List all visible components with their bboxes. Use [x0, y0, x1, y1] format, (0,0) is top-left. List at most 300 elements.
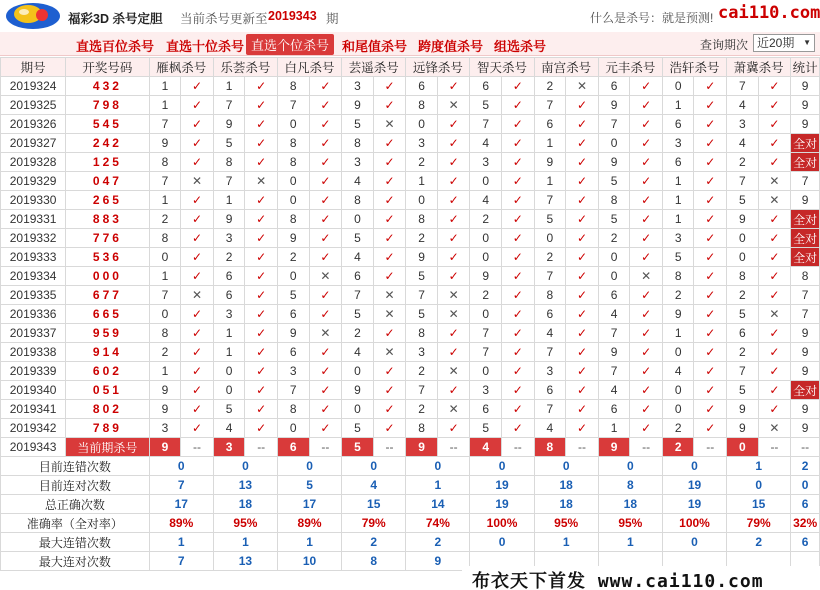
check-icon: ✓	[758, 153, 791, 172]
check-icon: ✓	[502, 172, 535, 191]
summary-value: 18	[534, 476, 598, 495]
table-row	[1, 77, 820, 96]
check-icon: ✓	[181, 324, 214, 343]
kill-number-cell: 5	[277, 286, 309, 305]
period-select[interactable]	[753, 34, 815, 52]
kill-number-cell: 1	[598, 419, 630, 438]
check-icon: ✓	[694, 134, 727, 153]
check-icon: ✓	[437, 248, 470, 267]
kill-number-cell: 5	[213, 134, 245, 153]
draw-number-cell: 000	[66, 267, 150, 286]
footer-banner	[462, 566, 820, 590]
stat-cell: 9	[791, 343, 820, 362]
table-row	[1, 267, 820, 286]
kill-number-cell: 1	[149, 267, 181, 286]
kill-number-cell: 2	[149, 210, 181, 229]
table-row	[1, 153, 820, 172]
kill-number-cell: 4	[598, 381, 630, 400]
draw-number-cell: 432	[66, 77, 150, 96]
check-icon: ✓	[694, 362, 727, 381]
nav-tab-5[interactable]: 组选杀号	[494, 39, 547, 54]
check-icon: ✓	[502, 381, 535, 400]
summary-value: 4	[342, 476, 406, 495]
kill-number-cell: 5	[470, 96, 502, 115]
summary-value: 10	[277, 552, 341, 571]
check-icon: ✓	[758, 77, 791, 96]
kill-number-cell: 6	[534, 381, 566, 400]
kill-number-cell: 3	[149, 419, 181, 438]
stat-cell: 9	[791, 419, 820, 438]
summary-value: 0	[149, 457, 213, 476]
cross-icon: ✕	[245, 172, 278, 191]
summary-value: 5	[277, 476, 341, 495]
period-cell: 2019326	[1, 115, 66, 134]
kill-number-cell: 0	[342, 362, 374, 381]
check-icon: ✓	[245, 419, 278, 438]
summary-value: 0	[277, 457, 341, 476]
kill-number-cell: 1	[662, 172, 694, 191]
nav-tab-0[interactable]: 直选百位杀号	[76, 39, 155, 54]
check-icon: ✓	[502, 96, 535, 115]
kill-number-cell: 8	[406, 324, 438, 343]
kill-number-cell: 8	[534, 286, 566, 305]
kill-number-cell: 2	[598, 229, 630, 248]
summary-value: 79%	[342, 514, 406, 533]
kill-number-cell: 2	[406, 400, 438, 419]
kill-number-cell: 7	[727, 362, 759, 381]
check-icon: ✓	[694, 343, 727, 362]
check-icon: ✓	[694, 400, 727, 419]
kill-number-cell: 5	[727, 381, 759, 400]
check-icon: ✓	[437, 172, 470, 191]
nav-tab-4[interactable]: 跨度值杀号	[418, 39, 484, 54]
kill-number-cell: 8	[406, 96, 438, 115]
check-icon: ✓	[245, 324, 278, 343]
cross-icon: ✕	[437, 400, 470, 419]
kill-number-cell: 6	[534, 305, 566, 324]
check-icon: ✓	[758, 229, 791, 248]
check-icon: ✓	[309, 419, 342, 438]
kill-number-cell: 9	[149, 381, 181, 400]
kill-number-cell: 8	[277, 134, 309, 153]
site-name: 福彩3D 杀号定胆	[68, 12, 163, 26]
kill-number-cell: 6	[406, 77, 438, 96]
kill-number-cell: 0	[662, 400, 694, 419]
check-icon: ✓	[309, 191, 342, 210]
summary-value: 1	[149, 533, 213, 552]
kill-number-cell: 0	[534, 229, 566, 248]
summary-value: 32%	[791, 514, 820, 533]
period-cell: 2019331	[1, 210, 66, 229]
kill-number-cell: 0	[277, 419, 309, 438]
check-icon: ✓	[181, 229, 214, 248]
kill-number-cell: 4	[534, 324, 566, 343]
summary-value: 2	[342, 533, 406, 552]
kill-number-cell: 8	[406, 419, 438, 438]
check-icon: ✓	[758, 134, 791, 153]
check-icon: ✓	[309, 77, 342, 96]
kill-number-cell: 9	[534, 153, 566, 172]
summary-row	[1, 476, 820, 495]
kill-number-cell: 8	[342, 191, 374, 210]
period-cell: 2019335	[1, 286, 66, 305]
column-header: 期号	[1, 58, 66, 77]
kill-number-cell: 9	[149, 400, 181, 419]
kill-number-cell: 9	[406, 248, 438, 267]
kill-number-cell: 5	[662, 248, 694, 267]
check-icon: ✓	[694, 286, 727, 305]
current-kill-number: 9	[598, 438, 630, 457]
check-icon: ✓	[309, 134, 342, 153]
check-icon: ✓	[437, 153, 470, 172]
kill-number-cell: 8	[149, 153, 181, 172]
check-icon: ✓	[245, 134, 278, 153]
kill-number-cell: 8	[277, 400, 309, 419]
check-icon: ✓	[694, 248, 727, 267]
kill-number-cell: 8	[149, 229, 181, 248]
table-row	[1, 400, 820, 419]
kill-number-cell: 0	[213, 381, 245, 400]
current-kill-number: 2	[662, 438, 694, 457]
check-icon: ✓	[373, 191, 406, 210]
kill-number-cell: 6	[727, 324, 759, 343]
check-icon: ✓	[758, 267, 791, 286]
summary-value: 74%	[406, 514, 470, 533]
summary-value: 0	[470, 457, 534, 476]
period-cell: 2019333	[1, 248, 66, 267]
kill-number-cell: 1	[149, 362, 181, 381]
draw-number-cell: 883	[66, 210, 150, 229]
kill-number-cell: 0	[277, 172, 309, 191]
check-icon: ✓	[181, 191, 214, 210]
check-icon: ✓	[694, 381, 727, 400]
cross-icon: ✕	[181, 172, 214, 191]
check-icon: ✓	[309, 343, 342, 362]
kill-number-cell: 0	[277, 115, 309, 134]
check-icon: ✓	[566, 381, 599, 400]
check-icon: ✓	[502, 362, 535, 381]
kill-number-cell: 9	[598, 96, 630, 115]
check-icon: ✓	[566, 286, 599, 305]
kill-number-cell: 1	[662, 210, 694, 229]
kill-number-cell: 7	[534, 267, 566, 286]
check-icon: ✓	[502, 229, 535, 248]
kill-number-cell: 1	[662, 191, 694, 210]
current-kill-number: 9	[149, 438, 181, 457]
kill-number-cell: 7	[534, 96, 566, 115]
check-icon: ✓	[502, 210, 535, 229]
check-icon: ✓	[630, 191, 663, 210]
kill-number-cell: 1	[213, 77, 245, 96]
cross-icon: ✕	[373, 286, 406, 305]
kill-number-cell: 7	[534, 191, 566, 210]
check-icon: ✓	[630, 286, 663, 305]
pending-mark: --	[694, 438, 727, 457]
check-icon: ✓	[373, 77, 406, 96]
kill-number-cell: 4	[470, 191, 502, 210]
summary-value: 8	[342, 552, 406, 571]
check-icon: ✓	[694, 210, 727, 229]
update-label: 当前杀号更新至	[180, 12, 268, 26]
period-cell: 2019338	[1, 343, 66, 362]
table-row	[1, 343, 820, 362]
kill-number-cell: 8	[277, 77, 309, 96]
summary-value: 0	[727, 476, 791, 495]
check-icon: ✓	[373, 153, 406, 172]
summary-label: 最大连错次数	[1, 533, 150, 552]
check-icon: ✓	[566, 96, 599, 115]
nav-bar	[0, 32, 820, 56]
all-correct-badge: 全对	[791, 210, 820, 229]
table-row	[1, 248, 820, 267]
check-icon: ✓	[373, 229, 406, 248]
column-header: 智天杀号	[470, 58, 534, 77]
column-header: 开奖号码	[66, 58, 150, 77]
summary-value: 18	[598, 495, 662, 514]
kill-number-cell: 3	[342, 153, 374, 172]
draw-number-cell: 665	[66, 305, 150, 324]
current-kill-number: 0	[727, 438, 759, 457]
check-icon: ✓	[181, 96, 214, 115]
check-icon: ✓	[437, 267, 470, 286]
kill-number-cell: 0	[662, 343, 694, 362]
check-icon: ✓	[437, 324, 470, 343]
check-icon: ✓	[566, 134, 599, 153]
kill-number-cell: 4	[342, 172, 374, 191]
kill-number-cell: 7	[727, 172, 759, 191]
check-icon: ✓	[245, 343, 278, 362]
kill-number-cell: 1	[662, 324, 694, 343]
check-icon: ✓	[245, 191, 278, 210]
kill-number-cell: 6	[213, 286, 245, 305]
check-icon: ✓	[502, 324, 535, 343]
draw-number-cell: 914	[66, 343, 150, 362]
check-icon: ✓	[566, 248, 599, 267]
check-icon: ✓	[373, 324, 406, 343]
kill-number-cell: 9	[342, 96, 374, 115]
summary-value: 15	[727, 495, 791, 514]
check-icon: ✓	[309, 248, 342, 267]
period-cell: 2019336	[1, 305, 66, 324]
footer-text: 布衣天下首发 www.cai110.com	[472, 571, 764, 590]
cross-icon: ✕	[566, 77, 599, 96]
kill-number-cell: 0	[598, 248, 630, 267]
check-icon: ✓	[181, 134, 214, 153]
summary-value: 0	[662, 533, 726, 552]
kill-number-cell: 5	[534, 210, 566, 229]
kill-number-cell: 0	[213, 362, 245, 381]
stat-cell: 9	[791, 191, 820, 210]
summary-value: 1	[277, 533, 341, 552]
draw-number-cell: 536	[66, 248, 150, 267]
summary-value: 0	[406, 457, 470, 476]
kill-number-cell: 2	[727, 286, 759, 305]
check-icon: ✓	[566, 191, 599, 210]
update-suffix: 期	[326, 12, 339, 26]
check-icon: ✓	[437, 210, 470, 229]
current-kill-number: 9	[406, 438, 438, 457]
kill-number-cell: 2	[406, 153, 438, 172]
summary-value: 1	[598, 533, 662, 552]
check-icon: ✓	[630, 210, 663, 229]
column-header: 萧冀杀号	[727, 58, 791, 77]
period-label: 查询期次	[700, 38, 749, 52]
kill-number-cell: 2	[662, 419, 694, 438]
kill-number-cell: 1	[149, 96, 181, 115]
check-icon: ✓	[758, 381, 791, 400]
table-row	[1, 115, 820, 134]
pending-mark: --	[502, 438, 535, 457]
what-is-kill-link[interactable]: 什么是杀号：就是预测!	[590, 11, 714, 25]
kill-number-cell: 0	[470, 229, 502, 248]
check-icon: ✓	[437, 343, 470, 362]
kill-number-cell: 0	[277, 191, 309, 210]
kill-number-cell: 2	[406, 362, 438, 381]
draw-number-cell: 776	[66, 229, 150, 248]
check-icon: ✓	[437, 134, 470, 153]
kill-number-cell: 8	[149, 324, 181, 343]
check-icon: ✓	[373, 400, 406, 419]
summary-value: 89%	[277, 514, 341, 533]
summary-value: 19	[470, 495, 534, 514]
check-icon: ✓	[245, 229, 278, 248]
kill-number-cell: 9	[727, 400, 759, 419]
kill-number-cell: 6	[470, 77, 502, 96]
check-icon: ✓	[437, 115, 470, 134]
cross-icon: ✕	[758, 419, 791, 438]
kill-number-cell: 7	[470, 343, 502, 362]
check-icon: ✓	[694, 229, 727, 248]
stat-cell: 8	[791, 267, 820, 286]
check-icon: ✓	[694, 96, 727, 115]
table-row	[1, 210, 820, 229]
check-icon: ✓	[502, 248, 535, 267]
period-cell: 2019324	[1, 77, 66, 96]
summary-value: 13	[213, 476, 277, 495]
kill-number-cell: 6	[277, 343, 309, 362]
kill-number-cell: 7	[149, 115, 181, 134]
cross-icon: ✕	[758, 305, 791, 324]
kill-number-cell: 9	[727, 419, 759, 438]
column-header: 统计	[791, 58, 820, 77]
check-icon: ✓	[373, 134, 406, 153]
pending-mark: --	[437, 438, 470, 457]
kill-number-cell: 6	[598, 77, 630, 96]
check-icon: ✓	[758, 286, 791, 305]
all-correct-badge: 全对	[791, 248, 820, 267]
stat-cell: 9	[791, 400, 820, 419]
nav-tab-3[interactable]: 和尾值杀号	[342, 39, 408, 54]
check-icon: ✓	[309, 286, 342, 305]
cross-icon: ✕	[373, 343, 406, 362]
table-row	[1, 362, 820, 381]
column-header: 浩轩杀号	[662, 58, 726, 77]
check-icon: ✓	[758, 343, 791, 362]
kill-number-cell: 9	[727, 210, 759, 229]
nav-tab-1[interactable]: 直选十位杀号	[166, 39, 245, 54]
kill-number-cell: 2	[470, 210, 502, 229]
check-icon: ✓	[630, 343, 663, 362]
check-icon: ✓	[245, 115, 278, 134]
kill-number-cell: 3	[470, 381, 502, 400]
check-icon: ✓	[245, 362, 278, 381]
logo-icon	[4, 1, 62, 31]
check-icon: ✓	[309, 362, 342, 381]
kill-number-cell: 7	[277, 96, 309, 115]
kill-number-cell: 2	[727, 153, 759, 172]
kill-number-cell: 2	[470, 286, 502, 305]
current-kill-number: 4	[470, 438, 502, 457]
summary-value: 95%	[534, 514, 598, 533]
kill-number-cell: 3	[406, 343, 438, 362]
kill-number-cell: 1	[213, 343, 245, 362]
check-icon: ✓	[694, 153, 727, 172]
draw-number-cell: 125	[66, 153, 150, 172]
check-icon: ✓	[309, 96, 342, 115]
kill-number-cell: 4	[342, 248, 374, 267]
summary-label: 最大连对次数	[1, 552, 150, 571]
check-icon: ✓	[694, 191, 727, 210]
period-cell: 2019328	[1, 153, 66, 172]
check-icon: ✓	[630, 362, 663, 381]
check-icon: ✓	[566, 324, 599, 343]
kill-number-cell: 7	[598, 115, 630, 134]
check-icon: ✓	[630, 381, 663, 400]
check-icon: ✓	[245, 77, 278, 96]
check-icon: ✓	[245, 210, 278, 229]
check-icon: ✓	[373, 96, 406, 115]
check-icon: ✓	[566, 305, 599, 324]
check-icon: ✓	[758, 324, 791, 343]
kill-number-cell: 0	[149, 305, 181, 324]
period-cell: 2019332	[1, 229, 66, 248]
nav-tab-2[interactable]: 直选个位杀号	[246, 34, 334, 55]
period-select-value: 近20期	[757, 36, 795, 50]
check-icon: ✓	[758, 400, 791, 419]
current-period-row	[1, 438, 820, 457]
check-icon: ✓	[566, 362, 599, 381]
kill-number-cell: 0	[727, 248, 759, 267]
check-icon: ✓	[181, 419, 214, 438]
stat-cell: 9	[791, 362, 820, 381]
kill-number-cell: 0	[727, 229, 759, 248]
check-icon: ✓	[758, 115, 791, 134]
all-correct-badge: 全对	[791, 381, 820, 400]
check-icon: ✓	[309, 115, 342, 134]
pending-mark: --	[758, 438, 791, 457]
cross-icon: ✕	[758, 172, 791, 191]
kill-number-cell: 0	[470, 362, 502, 381]
kill-number-cell: 7	[149, 286, 181, 305]
table-row	[1, 172, 820, 191]
summary-value: 6	[791, 533, 820, 552]
cross-icon: ✕	[437, 305, 470, 324]
check-icon: ✓	[694, 267, 727, 286]
period-cell: 2019334	[1, 267, 66, 286]
kill-number-cell: 6	[534, 115, 566, 134]
draw-number-cell: 047	[66, 172, 150, 191]
summary-value: 1	[727, 457, 791, 476]
current-kill-label: 当前期杀号	[66, 438, 150, 457]
column-header: 元丰杀号	[598, 58, 662, 77]
kill-number-cell: 3	[213, 305, 245, 324]
kill-number-cell: 1	[534, 134, 566, 153]
check-icon: ✓	[566, 343, 599, 362]
kill-number-cell: 0	[342, 210, 374, 229]
check-icon: ✓	[630, 419, 663, 438]
update-period: 2019343	[268, 9, 317, 23]
kill-number-cell: 0	[662, 77, 694, 96]
